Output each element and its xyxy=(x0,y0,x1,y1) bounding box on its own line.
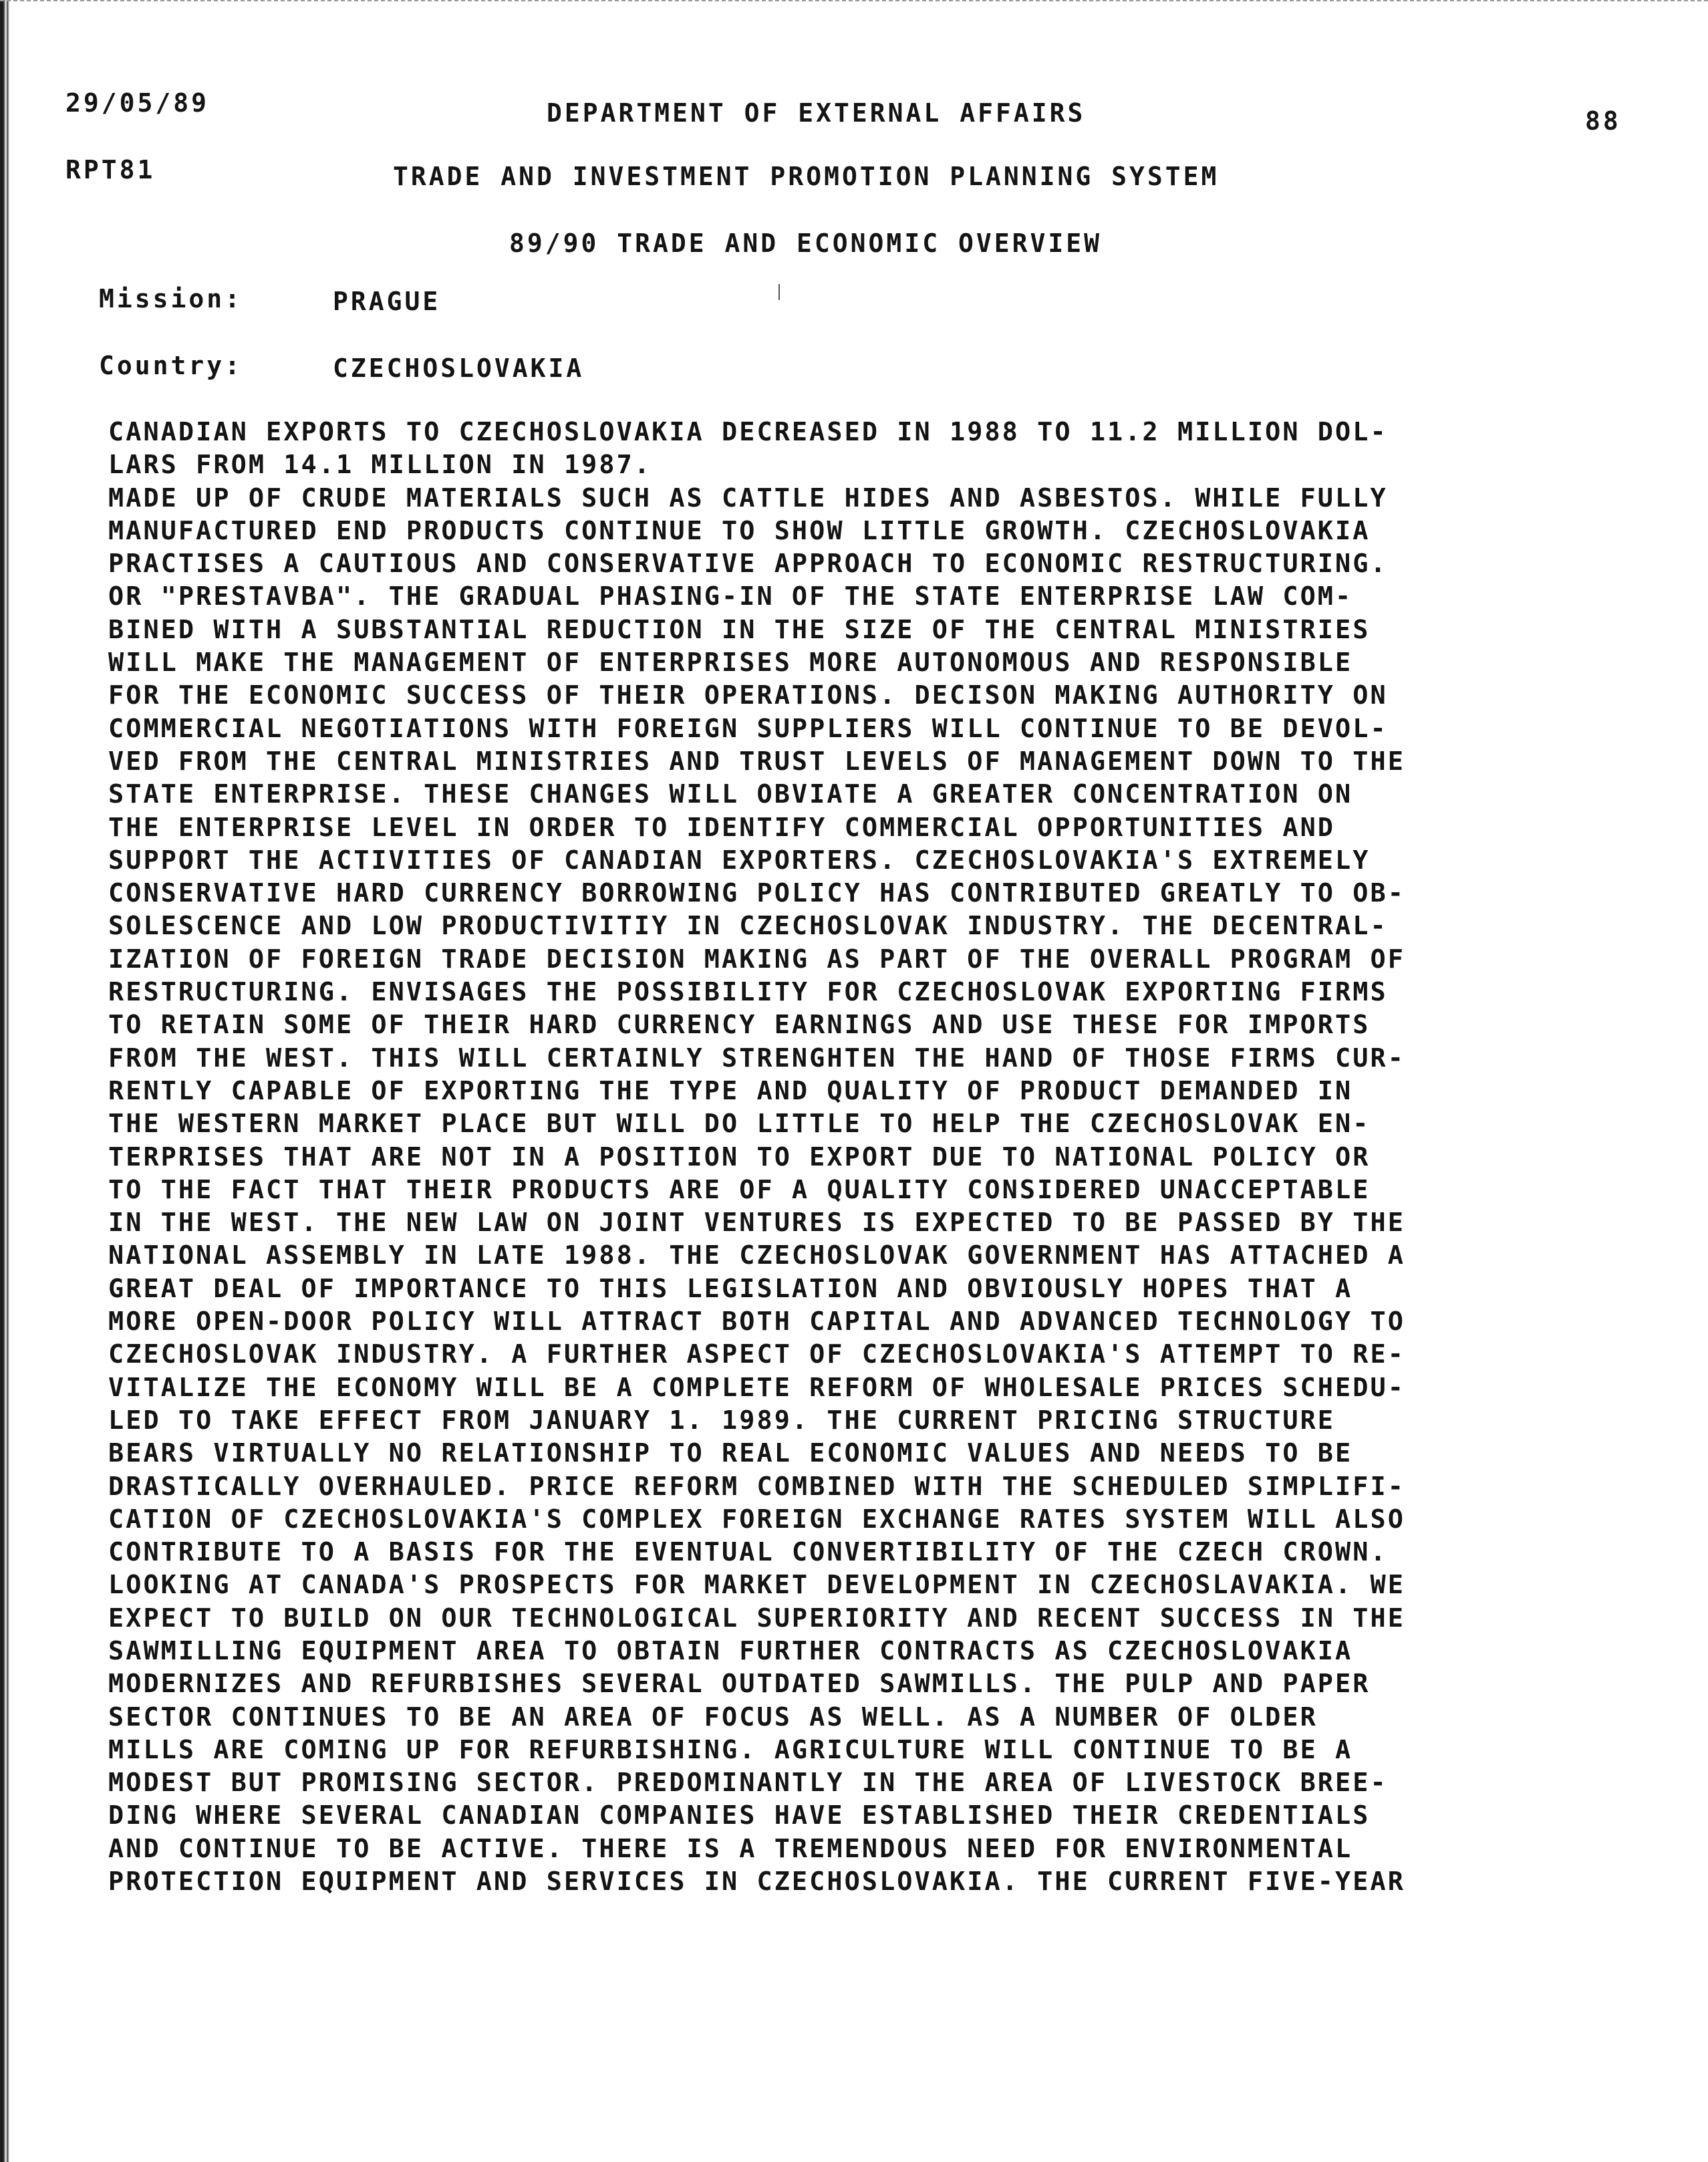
body-line: THE ENTERPRISE LEVEL IN ORDER TO IDENTIFY COMMERCIAL OPPORTUNITIES AND xyxy=(108,812,1336,843)
body-line: IN THE WEST. THE NEW LAW ON JOINT VENTURES IS EXPECTED TO BE PASSED BY THE xyxy=(108,1208,1405,1238)
overview-body xyxy=(108,416,1685,1898)
country-label: Country: xyxy=(99,351,243,380)
body-line: SAWMILLING EQUIPMENT AREA TO OBTAIN FURTHER CONTRACTS AS CZECHOSLOVAKIA xyxy=(108,1635,1353,1666)
body-line: MORE OPEN-DOOR POLICY WILL ATTRACT BOTH CAPITAL AND ADVANCED TECHNOLOGY TO xyxy=(108,1307,1405,1337)
report-code: RPT81 xyxy=(65,155,156,184)
body-line: TO RETAIN SOME OF THEIR HARD CURRENCY EARNINGS AND USE THESE FOR IMPORTS xyxy=(108,1010,1371,1041)
body-line: COMMERCIAL NEGOTIATIONS WITH FOREIGN SUPPLIERS WILL CONTINUE TO BE DEVOL- xyxy=(108,713,1388,744)
body-line: FOR THE ECONOMIC SUCCESS OF THEIR OPERATIONS. DECISON MAKING AUTHORITY ON xyxy=(108,680,1388,711)
scan-top-edge xyxy=(0,0,1708,4)
body-line: BEARS VIRTUALLY NO RELATIONSHIP TO REAL ECONOMIC VALUES AND NEEDS TO BE xyxy=(108,1438,1353,1469)
body-line: FROM THE WEST. THIS WILL CERTAINLY STRENGHTEN THE HAND OF THOSE FIRMS CUR- xyxy=(108,1043,1405,1073)
body-line: IZATION OF FOREIGN TRADE DECISION MAKING AS PART OF THE OVERALL PROGRAM OF xyxy=(108,944,1405,974)
stray-mark xyxy=(778,284,780,300)
body-line: MODEST BUT PROMISING SECTOR. PREDOMINANTLY IN THE AREA OF LIVESTOCK BREE- xyxy=(108,1768,1388,1798)
body-line: OR "PRESTAVBA". THE GRADUAL PHASING-IN OF THE STATE ENTERPRISE LAW COM- xyxy=(108,581,1353,612)
body-line: LOOKING AT CANADA'S PROSPECTS FOR MARKET DEVELOPMENT IN CZECHOSLAVAKIA. WE xyxy=(108,1570,1405,1601)
body-line: VITALIZE THE ECONOMY WILL BE A COMPLETE REFORM OF WHOLESALE PRICES SCHEDU- xyxy=(108,1372,1405,1403)
body-line: EXPECT TO BUILD ON OUR TECHNOLOGICAL SUPERIORITY AND RECENT SUCCESS IN THE xyxy=(108,1603,1405,1633)
body-line: PROTECTION EQUIPMENT AND SERVICES IN CZECHOSLOVAKIA. THE CURRENT FIVE-YEAR xyxy=(108,1867,1405,1897)
page-number: 88 xyxy=(1585,106,1621,136)
overview-title: 89/90 TRADE AND ECONOMIC OVERVIEW xyxy=(509,229,1102,258)
body-line: SECTOR CONTINUES TO BE AN AREA OF FOCUS AS WELL. AS A NUMBER OF OLDER xyxy=(108,1702,1318,1732)
body-line: RENTLY CAPABLE OF EXPORTING THE TYPE AND QUALITY OF PRODUCT DEMANDED IN xyxy=(108,1075,1353,1106)
body-line: DING WHERE SEVERAL CANADIAN COMPANIES HAVE ESTABLISHED THEIR CREDENTIALS xyxy=(108,1800,1371,1831)
body-line: THE WESTERN MARKET PLACE BUT WILL DO LITTLE TO HELP THE CZECHOSLOVAK EN- xyxy=(108,1109,1371,1139)
body-line: VED FROM THE CENTRAL MINISTRIES AND TRUST LEVELS OF MANAGEMENT DOWN TO THE xyxy=(108,746,1405,777)
system-title: TRADE AND INVESTMENT PROMOTION PLANNING SYSTEM xyxy=(393,162,1220,191)
body-line: CZECHOSLOVAK INDUSTRY. A FURTHER ASPECT OF CZECHOSLOVAKIA'S ATTEMPT TO RE- xyxy=(108,1339,1405,1370)
mission-value: PRAGUE xyxy=(333,287,441,316)
body-line: CONSERVATIVE HARD CURRENCY BORROWING POLICY HAS CONTRIBUTED GREATLY TO OB- xyxy=(108,878,1405,909)
mission-label: Mission: xyxy=(99,284,243,313)
body-line: LED TO TAKE EFFECT FROM JANUARY 1. 1989. THE CURRENT PRICING STRUCTURE xyxy=(108,1405,1336,1436)
body-line: CANADIAN EXPORTS TO CZECHOSLOVAKIA DECREASED IN 1988 TO 11.2 MILLION DOL- xyxy=(108,417,1388,447)
body-line: GREAT DEAL OF IMPORTANCE TO THIS LEGISLATION AND OBVIOUSLY HOPES THAT A xyxy=(108,1273,1353,1304)
body-line: CONTRIBUTE TO A BASIS FOR THE EVENTUAL CONVERTIBILITY OF THE CZECH CROWN. xyxy=(108,1537,1388,1568)
body-line: STATE ENTERPRISE. THESE CHANGES WILL OBVIATE A GREATER CONCENTRATION ON xyxy=(108,779,1353,810)
body-line: MILLS ARE COMING UP FOR REFURBISHING. AGRICULTURE WILL CONTINUE TO BE A xyxy=(108,1734,1353,1765)
department-name: DEPARTMENT OF EXTERNAL AFFAIRS xyxy=(547,98,1086,128)
body-line: MANUFACTURED END PRODUCTS CONTINUE TO SHOW LITTLE GROWTH. CZECHOSLOVAKIA xyxy=(108,515,1371,546)
body-line: TO THE FACT THAT THEIR PRODUCTS ARE OF A QUALITY CONSIDERED UNACCEPTABLE xyxy=(108,1174,1371,1205)
body-line: AND CONTINUE TO BE ACTIVE. THERE IS A TREMENDOUS NEED FOR ENVIRONMENTAL xyxy=(108,1833,1353,1864)
body-line: CATION OF CZECHOSLOVAKIA'S COMPLEX FOREIGN EXCHANGE RATES SYSTEM WILL ALSO xyxy=(108,1504,1405,1534)
body-line: MODERNIZES AND REFURBISHES SEVERAL OUTDATED SAWMILLS. THE PULP AND PAPER xyxy=(108,1669,1371,1700)
scan-left-edge xyxy=(0,0,9,2162)
body-line: PRACTISES A CAUTIOUS AND CONSERVATIVE APPROACH TO ECONOMIC RESTRUCTURING. xyxy=(108,549,1388,579)
body-line: BINED WITH A SUBSTANTIAL REDUCTION IN THE SIZE OF THE CENTRAL MINISTRIES xyxy=(108,614,1371,645)
body-line: MADE UP OF CRUDE MATERIALS SUCH AS CATTLE HIDES AND ASBESTOS. WHILE FULLY xyxy=(108,483,1388,513)
body-line: SUPPORT THE ACTIVITIES OF CANADIAN EXPORTERS. CZECHOSLOVAKIA'S EXTREMELY xyxy=(108,845,1371,875)
report-date: 29/05/89 xyxy=(65,88,210,118)
country-value: CZECHOSLOVAKIA xyxy=(333,354,585,383)
body-line: NATIONAL ASSEMBLY IN LATE 1988. THE CZECHOSLOVAK GOVERNMENT HAS ATTACHED A xyxy=(108,1240,1405,1271)
body-line: TERPRISES THAT ARE NOT IN A POSITION TO EXPORT DUE TO NATIONAL POLICY OR xyxy=(108,1141,1371,1172)
body-line: WILL MAKE THE MANAGEMENT OF ENTERPRISES MORE AUTONOMOUS AND RESPONSIBLE xyxy=(108,648,1353,678)
body-line: RESTRUCTURING. ENVISAGES THE POSSIBILITY FOR CZECHOSLOVAK EXPORTING FIRMS xyxy=(108,977,1388,1008)
body-line: LARS FROM 14.1 MILLION IN 1987. xyxy=(108,450,652,481)
body-line: DRASTICALLY OVERHAULED. PRICE REFORM COMBINED WITH THE SCHEDULED SIMPLIFI- xyxy=(108,1471,1405,1502)
body-line: SOLESCENCE AND LOW PRODUCTIVITIY IN CZECHOSLOVAK INDUSTRY. THE DECENTRAL- xyxy=(108,911,1388,942)
